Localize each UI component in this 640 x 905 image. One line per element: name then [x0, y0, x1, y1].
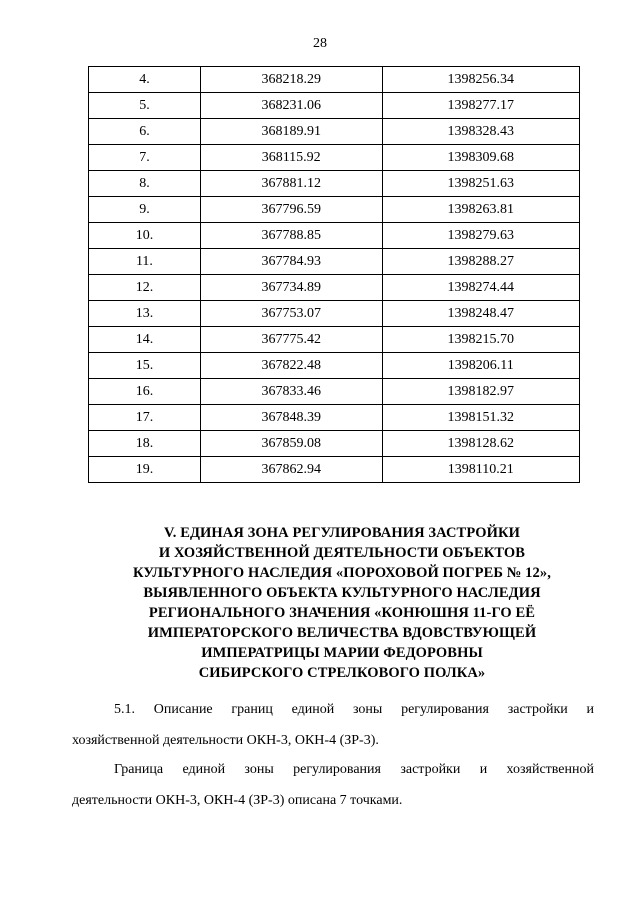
y-coordinate-cell: 1398309.68 — [382, 145, 580, 171]
x-coordinate-cell: 367859.08 — [200, 431, 382, 457]
table-row — [89, 431, 580, 457]
table-row — [89, 301, 580, 327]
y-coordinate-cell: 1398128.62 — [382, 431, 580, 457]
paragraph-5-1-line-1: 5.1. Описание границ единой зоны регулирования застройки и — [114, 702, 594, 717]
table-row — [89, 405, 580, 431]
point-number-cell: 9. — [89, 197, 201, 223]
y-coordinate-cell: 1398277.17 — [382, 93, 580, 119]
x-coordinate-cell: 367753.07 — [200, 301, 382, 327]
point-number-cell: 13. — [89, 301, 201, 327]
table-row — [89, 145, 580, 171]
table-row — [89, 171, 580, 197]
x-coordinate-cell: 368218.29 — [200, 67, 382, 93]
section-heading-line: РЕГИОНАЛЬНОГО ЗНАЧЕНИЯ «КОНЮШНЯ 11-ГО ЕЁ — [148, 605, 536, 621]
coordinates-table-body — [89, 67, 580, 483]
x-coordinate-cell: 367788.85 — [200, 223, 382, 249]
paragraph-boundary-line-2: деятельности ОКН-3, ОКН-4 (ЗР-3) описана 7 точками. — [72, 793, 403, 808]
point-number-cell: 11. — [89, 249, 201, 275]
point-number-cell: 12. — [89, 275, 201, 301]
point-number-cell: 8. — [89, 171, 201, 197]
point-number-cell: 6. — [89, 119, 201, 145]
point-number-cell: 16. — [89, 379, 201, 405]
table-row — [89, 197, 580, 223]
paragraph-boundary-line-1: Граница единой зоны регулирования застройки и хозяйственной — [114, 762, 594, 777]
y-coordinate-cell: 1398182.97 — [382, 379, 580, 405]
section-heading — [92, 523, 592, 683]
y-coordinate-cell: 1398248.47 — [382, 301, 580, 327]
y-coordinate-cell: 1398274.44 — [382, 275, 580, 301]
section-heading-line: КУЛЬТУРНОГО НАСЛЕДИЯ «ПОРОХОВОЙ ПОГРЕБ № 12», — [133, 565, 551, 581]
point-number-cell: 18. — [89, 431, 201, 457]
section-heading-line: V. ЕДИНАЯ ЗОНА РЕГУЛИРОВАНИЯ ЗАСТРОЙКИ — [164, 525, 520, 541]
x-coordinate-cell: 368115.92 — [200, 145, 382, 171]
paragraph-5-1-line-2: хозяйственной деятельности ОКН-3, ОКН-4 (ЗР-3). — [72, 733, 379, 748]
table-row — [89, 275, 580, 301]
x-coordinate-cell: 367833.46 — [200, 379, 382, 405]
x-coordinate-cell: 367881.12 — [200, 171, 382, 197]
section-heading-line: СИБИРСКОГО СТРЕЛКОВОГО ПОЛКА» — [198, 665, 486, 681]
section-heading-line: И ХОЗЯЙСТВЕННОЙ ДЕЯТЕЛЬНОСТИ ОБЪЕКТОВ — [158, 545, 526, 561]
section-heading-line: ИМПЕРАТРИЦЫ МАРИИ ФЕДОРОВНЫ — [201, 645, 483, 661]
table-row — [89, 353, 580, 379]
x-coordinate-cell: 367775.42 — [200, 327, 382, 353]
point-number-cell: 15. — [89, 353, 201, 379]
y-coordinate-cell: 1398215.70 — [382, 327, 580, 353]
x-coordinate-cell: 368231.06 — [200, 93, 382, 119]
point-number-cell: 7. — [89, 145, 201, 171]
y-coordinate-cell: 1398263.81 — [382, 197, 580, 223]
y-coordinate-cell: 1398110.21 — [382, 457, 580, 483]
table-row — [89, 327, 580, 353]
y-coordinate-cell: 1398151.32 — [382, 405, 580, 431]
point-number-cell: 4. — [89, 67, 201, 93]
point-number-cell: 10. — [89, 223, 201, 249]
table-row — [89, 93, 580, 119]
table-row — [89, 379, 580, 405]
x-coordinate-cell: 367784.93 — [200, 249, 382, 275]
x-coordinate-cell: 367862.94 — [200, 457, 382, 483]
x-coordinate-cell: 368189.91 — [200, 119, 382, 145]
y-coordinate-cell: 1398251.63 — [382, 171, 580, 197]
y-coordinate-cell: 1398279.63 — [382, 223, 580, 249]
y-coordinate-cell: 1398206.11 — [382, 353, 580, 379]
page-number: 28 — [313, 36, 327, 51]
section-heading-line: ИМПЕРАТОРСКОГО ВЕЛИЧЕСТВА ВДОВСТВУЮЩЕЙ — [147, 625, 537, 641]
x-coordinate-cell: 367796.59 — [200, 197, 382, 223]
point-number-cell: 17. — [89, 405, 201, 431]
table-row — [89, 249, 580, 275]
section-heading-line: ВЫЯВЛЕННОГО ОБЪЕКТА КУЛЬТУРНОГО НАСЛЕДИЯ — [143, 585, 541, 601]
table-row — [89, 223, 580, 249]
coordinates-table — [88, 66, 580, 483]
y-coordinate-cell: 1398328.43 — [382, 119, 580, 145]
point-number-cell: 14. — [89, 327, 201, 353]
table-row — [89, 119, 580, 145]
x-coordinate-cell: 367848.39 — [200, 405, 382, 431]
x-coordinate-cell: 367734.89 — [200, 275, 382, 301]
y-coordinate-cell: 1398256.34 — [382, 67, 580, 93]
table-row — [89, 457, 580, 483]
x-coordinate-cell: 367822.48 — [200, 353, 382, 379]
point-number-cell: 19. — [89, 457, 201, 483]
point-number-cell: 5. — [89, 93, 201, 119]
table-row — [89, 67, 580, 93]
y-coordinate-cell: 1398288.27 — [382, 249, 580, 275]
